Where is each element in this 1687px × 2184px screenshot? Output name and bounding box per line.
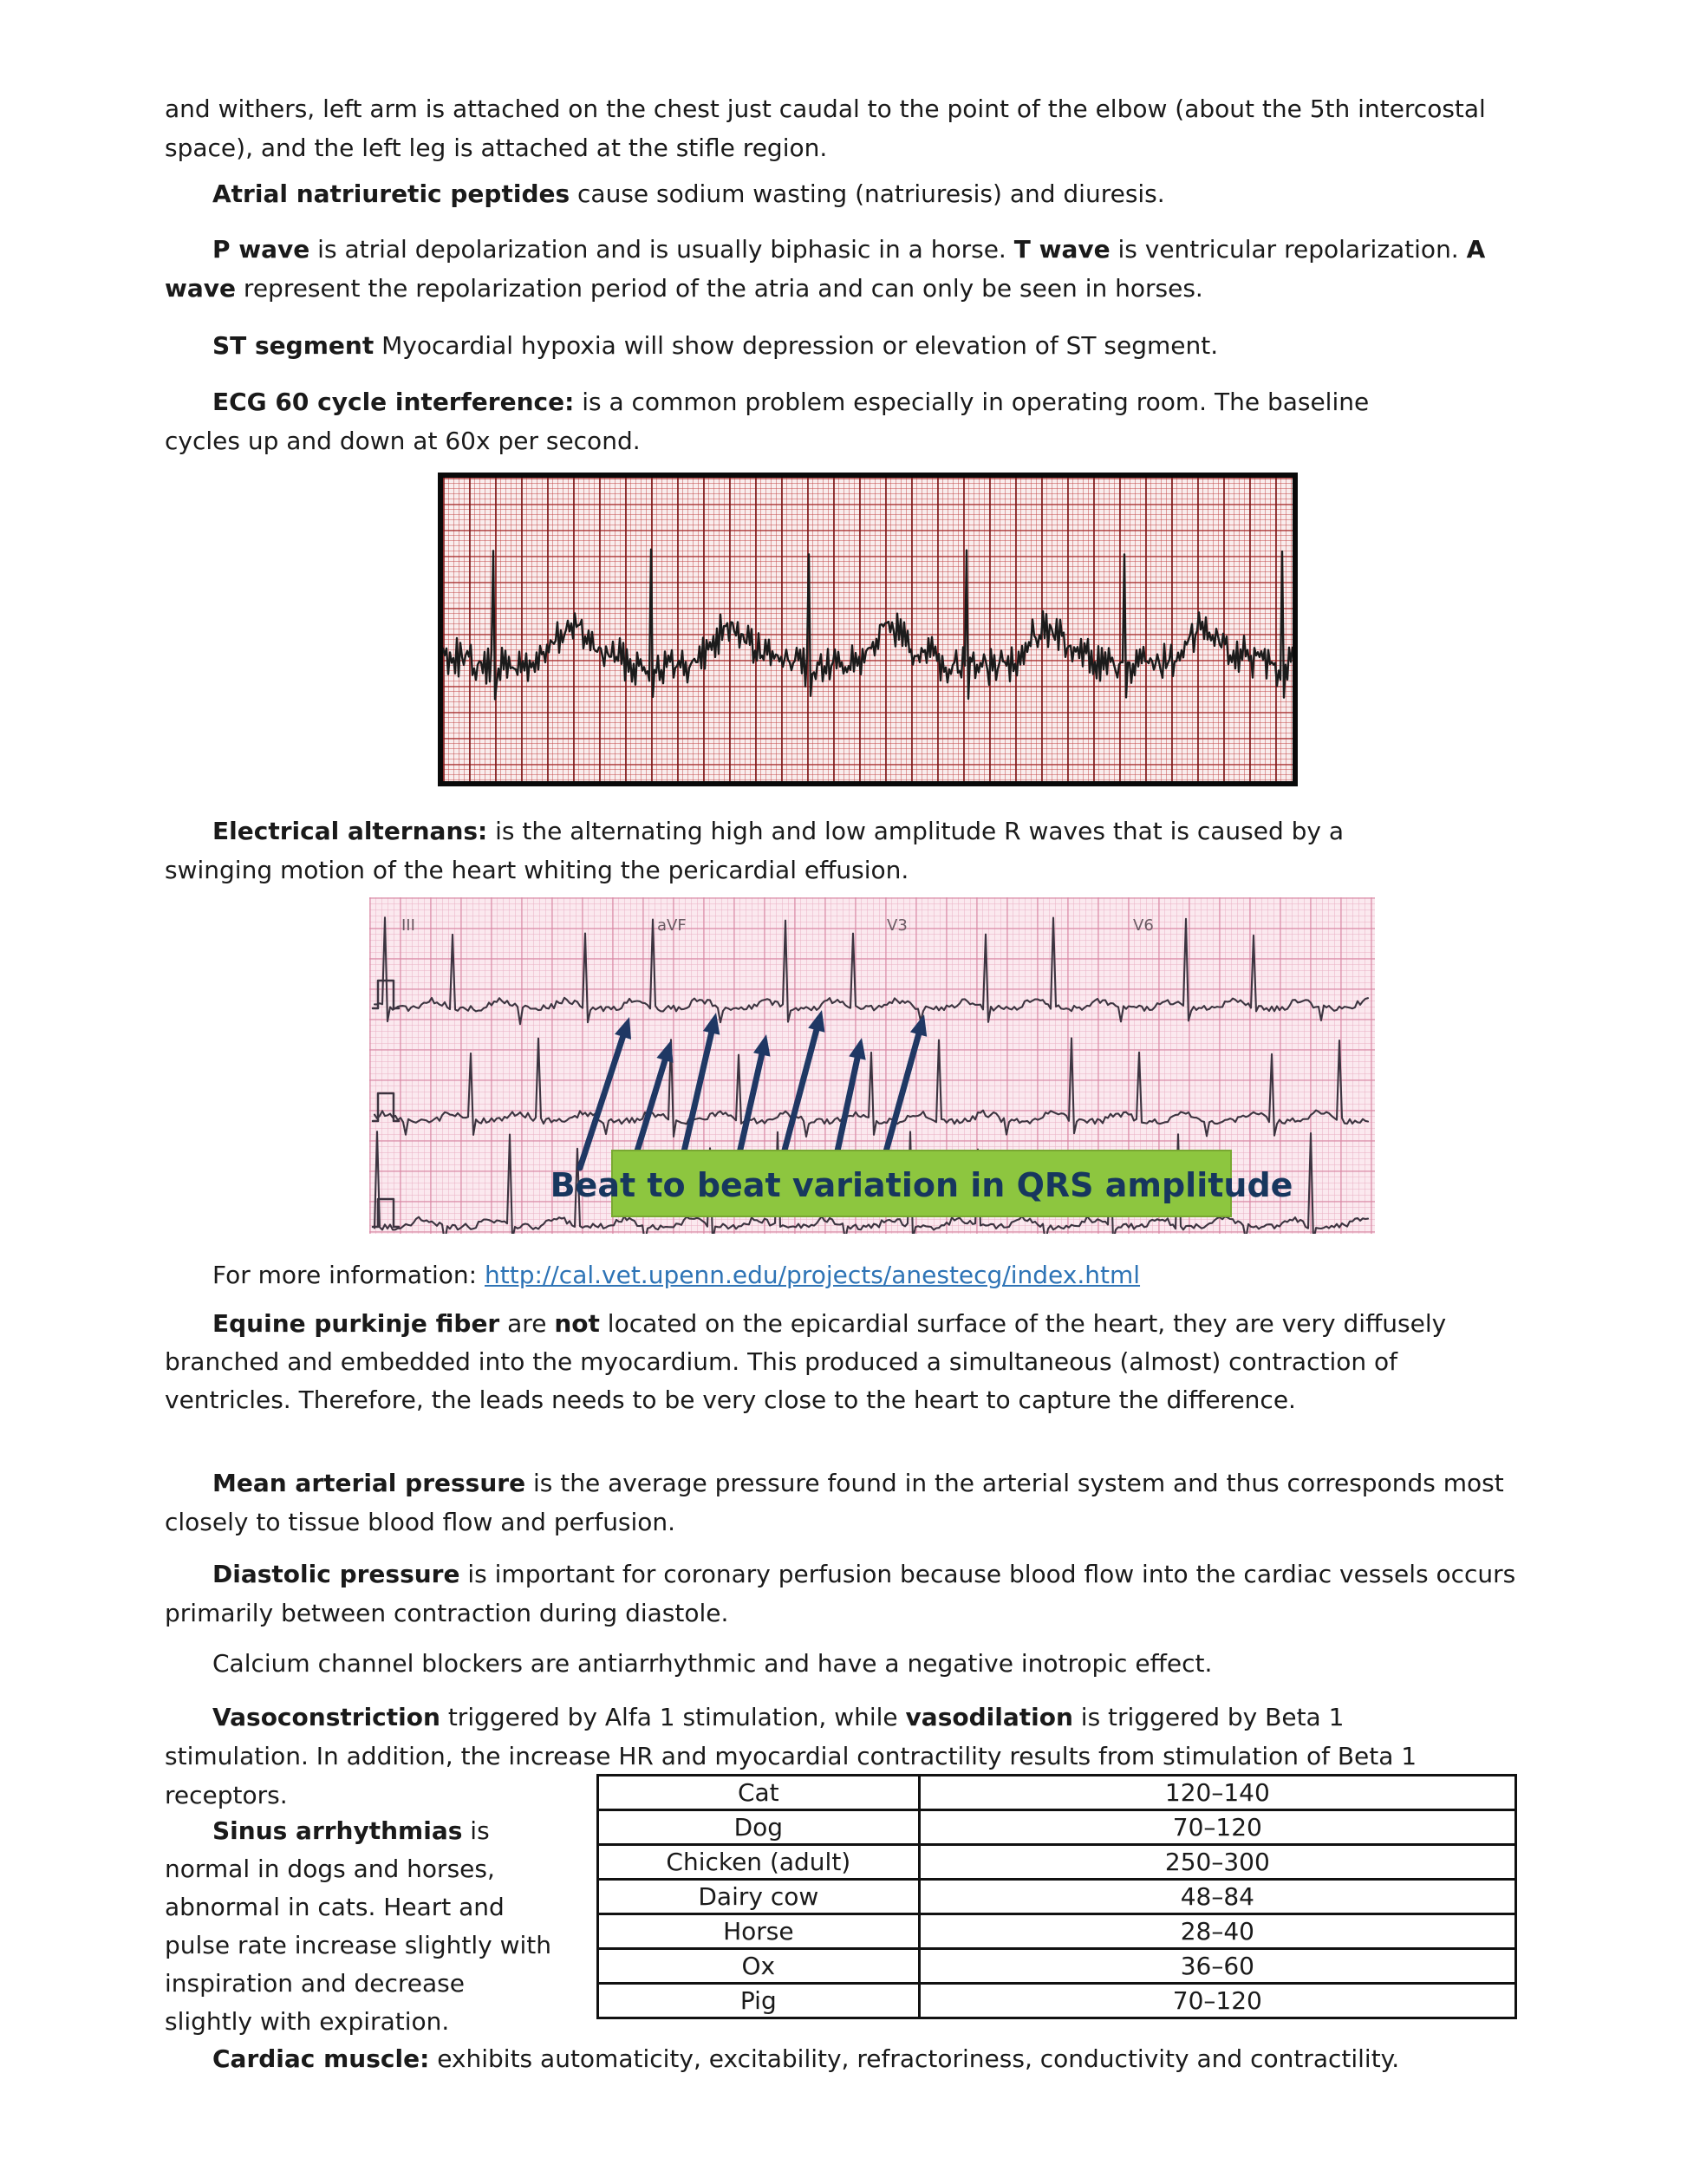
ecg-row-trace — [375, 917, 1368, 1024]
ecg-interference-canvas — [443, 478, 1293, 781]
rate-cell: 70–120 — [919, 1984, 1515, 2018]
text-run: is important for coronary perfusion because blood flow into the cardiac vessels occurs primarily between contraction during diastole. — [165, 1560, 1516, 1627]
anestecg-link[interactable]: http://cal.vet.upenn.edu/projects/anestecg/index.html — [485, 1261, 1141, 1289]
text-run: is normal in dogs and horses, abnormal in cats. Heart and pulse rate increase slightly with inspiration and decrease slightly with expiration. — [165, 1816, 552, 2036]
caption-text: Beat to beat variation in QRS amplitude — [550, 1166, 1293, 1204]
bold-run: not — [554, 1309, 600, 1338]
species-cell: Chicken (adult) — [598, 1845, 920, 1880]
bold-lead: Electrical alternans: — [212, 817, 488, 845]
table-row — [598, 1914, 1516, 1949]
species-cell: Horse — [598, 1914, 920, 1949]
vaso-line2: stimulation. In addition, the increase HR and myocardial contractility results from stimulation of Beta 1 — [165, 1742, 1417, 1770]
text-run: is the average pressure found in the arterial system and thus corresponds most closely to tissue blood flow and perfusion. — [165, 1469, 1504, 1536]
bold-lead: Equine purkinje fiber — [212, 1309, 500, 1338]
bold-lead: P wave — [212, 235, 310, 264]
species-cell: Dog — [598, 1810, 920, 1845]
lead-label-V3: V3 — [887, 916, 908, 935]
species-cell: Dairy cow — [598, 1880, 920, 1914]
table-row — [598, 1776, 1516, 1810]
text-run: Myocardial hypoxia will show depression or elevation of ST segment. — [374, 331, 1219, 360]
table-row — [598, 1845, 1516, 1880]
arrow-head — [656, 1040, 673, 1063]
paragraph-calcium-blockers — [165, 1644, 1527, 1683]
rate-cell: 70–120 — [919, 1810, 1515, 1845]
paragraph-ecg-60-cycle — [165, 382, 1413, 460]
text-run: cause sodium wasting (natriuresis) and diuresis. — [570, 179, 1165, 208]
bold-run: T wave — [1013, 235, 1111, 264]
table-row — [598, 1949, 1516, 1984]
paragraph-atrial-natriuretic — [165, 174, 1527, 213]
vaso-line3: receptors. — [165, 1781, 288, 1809]
species-cell: Ox — [598, 1949, 920, 1984]
arrow-head — [910, 1014, 927, 1037]
ecg-noisy-trace — [443, 550, 1293, 700]
ecg-row-trace — [375, 1038, 1368, 1137]
arrow-head — [808, 1010, 824, 1033]
rate-cell: 48–84 — [919, 1880, 1515, 1914]
species-cell: Pig — [598, 1984, 920, 2018]
bold-lead: ECG 60 cycle interference: — [212, 388, 575, 416]
more-info-label: For more information: — [212, 1261, 485, 1289]
interference-trace — [443, 550, 1293, 700]
paragraph-lead-placement: and withers, left arm is attached on the chest just caudal to the point of the elbow (about the 5th intercostal space), and the left leg is attached at the stifle region. — [165, 95, 1486, 162]
paragraph-sinus-arrhythmias — [165, 1812, 559, 2041]
more-info-line — [165, 1255, 1527, 1294]
alternans-canvas — [369, 897, 1375, 1234]
paragraph-st-segment — [165, 326, 1527, 365]
bold-lead: Sinus arrhythmias — [212, 1816, 463, 1845]
table-row — [598, 1810, 1516, 1845]
bold-lead: Atrial natriuretic peptides — [212, 179, 570, 208]
text-run: is ventricular repolarization. — [1110, 235, 1467, 264]
text-run: located on the epicardial surface of the heart, they are very diffusely branched and embedded into the myocardium. This produced a simultaneous (almost) contraction of ventricles. Therefore, the leads needs to be very close to the heart to capture the difference. — [165, 1309, 1447, 1414]
paragraph-cardiac-muscle — [165, 2039, 1527, 2078]
text-run: is a common problem especially in operating room. The baseline cycles up and down at 60x per second. — [165, 388, 1370, 455]
paragraph-purkinje — [165, 1305, 1465, 1419]
paragraph-electrical-alternans — [165, 812, 1413, 890]
lead-label-aVF: aVF — [657, 916, 687, 935]
lead-label-V6: V6 — [1133, 916, 1154, 935]
rate-cell: 28–40 — [919, 1914, 1515, 1949]
alternans-figure — [369, 897, 1375, 1234]
paragraph-waves — [165, 230, 1517, 308]
species-cell: Cat — [598, 1776, 920, 1810]
bold-lead: Mean arterial pressure — [212, 1469, 526, 1497]
rate-cell: 250–300 — [919, 1845, 1515, 1880]
text-run: triggered by Alfa 1 stimulation, while — [440, 1703, 906, 1731]
bold-run: A wave — [165, 235, 1486, 303]
paragraph-mean-arterial-pressure — [165, 1464, 1517, 1542]
paragraph-diastolic-pressure — [165, 1555, 1517, 1633]
text-run: represent the repolarization period of the atria and can only be seen in horses. — [236, 274, 1203, 303]
heart-rate-table — [596, 1774, 1517, 2019]
text-run: is atrial depolarization and is usually biphasic in a horse. — [309, 235, 1014, 264]
table-row — [598, 1880, 1516, 1914]
text-run: is the alternating high and low amplitude R waves that is caused by a swinging motion of the heart whiting the pericardial effusion. — [165, 817, 1345, 884]
bold-lead: Vasoconstriction — [212, 1703, 440, 1731]
text-run: are — [499, 1309, 555, 1338]
arrow-head — [849, 1038, 866, 1060]
bold-lead: Diastolic pressure — [212, 1560, 460, 1588]
arrow-head — [615, 1017, 631, 1040]
bold-run: vasodilation — [905, 1703, 1073, 1731]
text-run: exhibits automaticity, excitability, refractoriness, conductivity and contractility. — [429, 2044, 1400, 2073]
bold-lead: ST segment — [212, 331, 375, 360]
calibration-pulse — [373, 1199, 399, 1227]
bold-lead: Cardiac muscle: — [212, 2044, 430, 2073]
text-run: is triggered by Beta 1 — [1072, 1703, 1345, 1731]
lead-label-III: III — [401, 916, 415, 935]
arrow-head — [753, 1034, 771, 1057]
text-run: Calcium channel blockers are antiarrhythmic and have a negative inotropic effect. — [212, 1649, 1213, 1678]
rate-cell: 120–140 — [919, 1776, 1515, 1810]
vaso-line1 — [165, 1698, 1638, 1737]
arrow-head — [703, 1013, 720, 1035]
arrow-shaft — [580, 1037, 623, 1168]
table-row — [598, 1984, 1516, 2018]
ecg-interference-figure — [438, 473, 1298, 786]
rate-cell: 36–60 — [919, 1949, 1515, 1984]
